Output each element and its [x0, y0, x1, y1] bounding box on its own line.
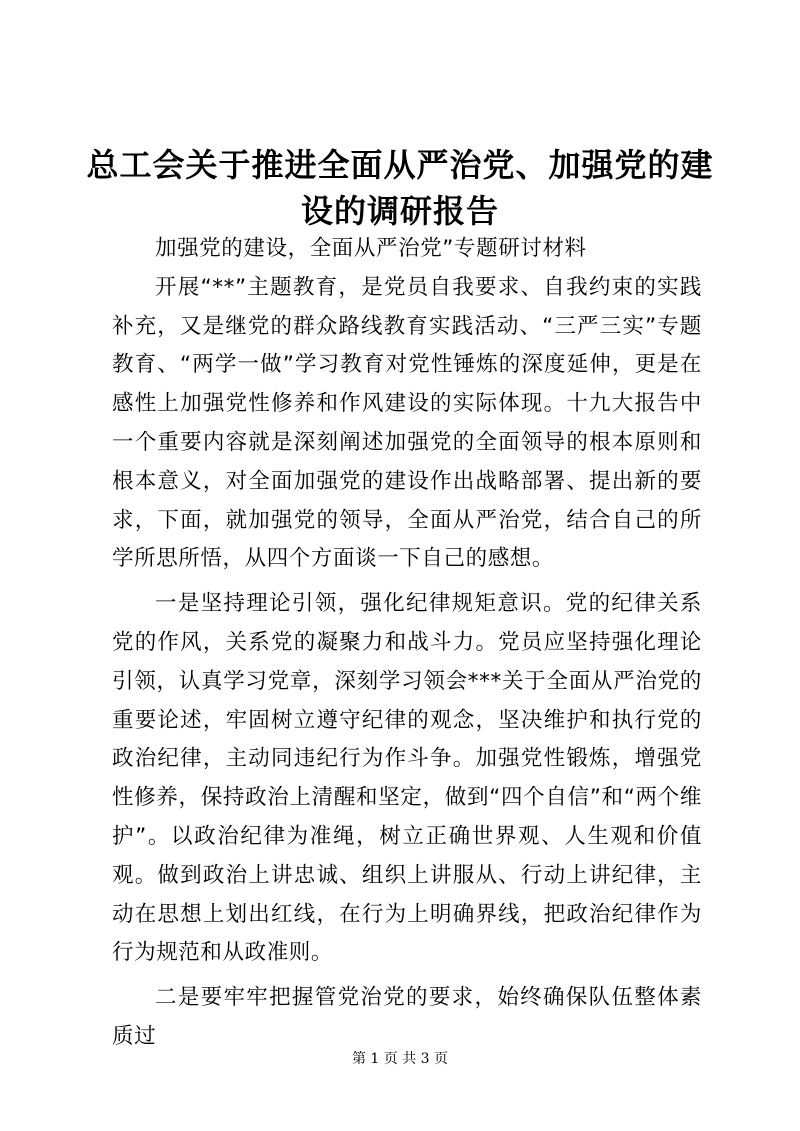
page-footer: 第 1 页 共 3 页 — [351, 1051, 449, 1067]
document-subtitle: 加强党的建设，全面从严治党”专题研讨材料 — [155, 236, 587, 261]
paragraph-point-one: 一是坚持理论引领，强化纪律规矩意识。党的纪律关系党的作风，关系党的凝聚力和战斗力。党员应坚持强化理论引领，认真学习党章，深刻学习领会***关于全面从严治党的重要论述，牢固树立遵守纪律的观念，坚决维护和执行党的政治纪律，主动同违纪行为作斗争。加强党性锻炼，增强党性修养，保持政治上清醒和坚定，做到“四个自信”和“两个维护”。以政治纪律为准绳，树立正确世界观、人生观和价值观。做到政治上讲忠诚、组织上讲服从、行动上讲纪律，主动在思想上划出红线，在行为上明确界线，把政治纪律作为行为规范和从政准则。 — [112, 591, 702, 966]
document-title: 总工会关于推进全面从严治党、加强党的建设的调研报告 — [86, 146, 714, 230]
paragraph-point-two: 二是要牢牢把握管党治党的要求，始终确保队伍整体素质过 — [112, 985, 702, 1049]
document-body — [112, 230, 702, 1063]
paragraph-intro: 开展“**”主题教育，是党员自我要求、自我约束的实践补充，又是继党的群众路线教育实践活动、“三严三实”专题教育、“两学一做”学习教育对党性锤炼的深度延伸，更是在感性上加强党性修养和作风建设的实际体现。十九大报告中一个重要内容就是深刻阐述加强党的全面领导的根本原则和根本意义，对全面加强党的建设作出战略部署、提出新的要求，下面，就加强党的领导，全面从严治党，结合自己的所学所思所悟，从四个方面谈一下自己的感想。 — [112, 274, 702, 572]
